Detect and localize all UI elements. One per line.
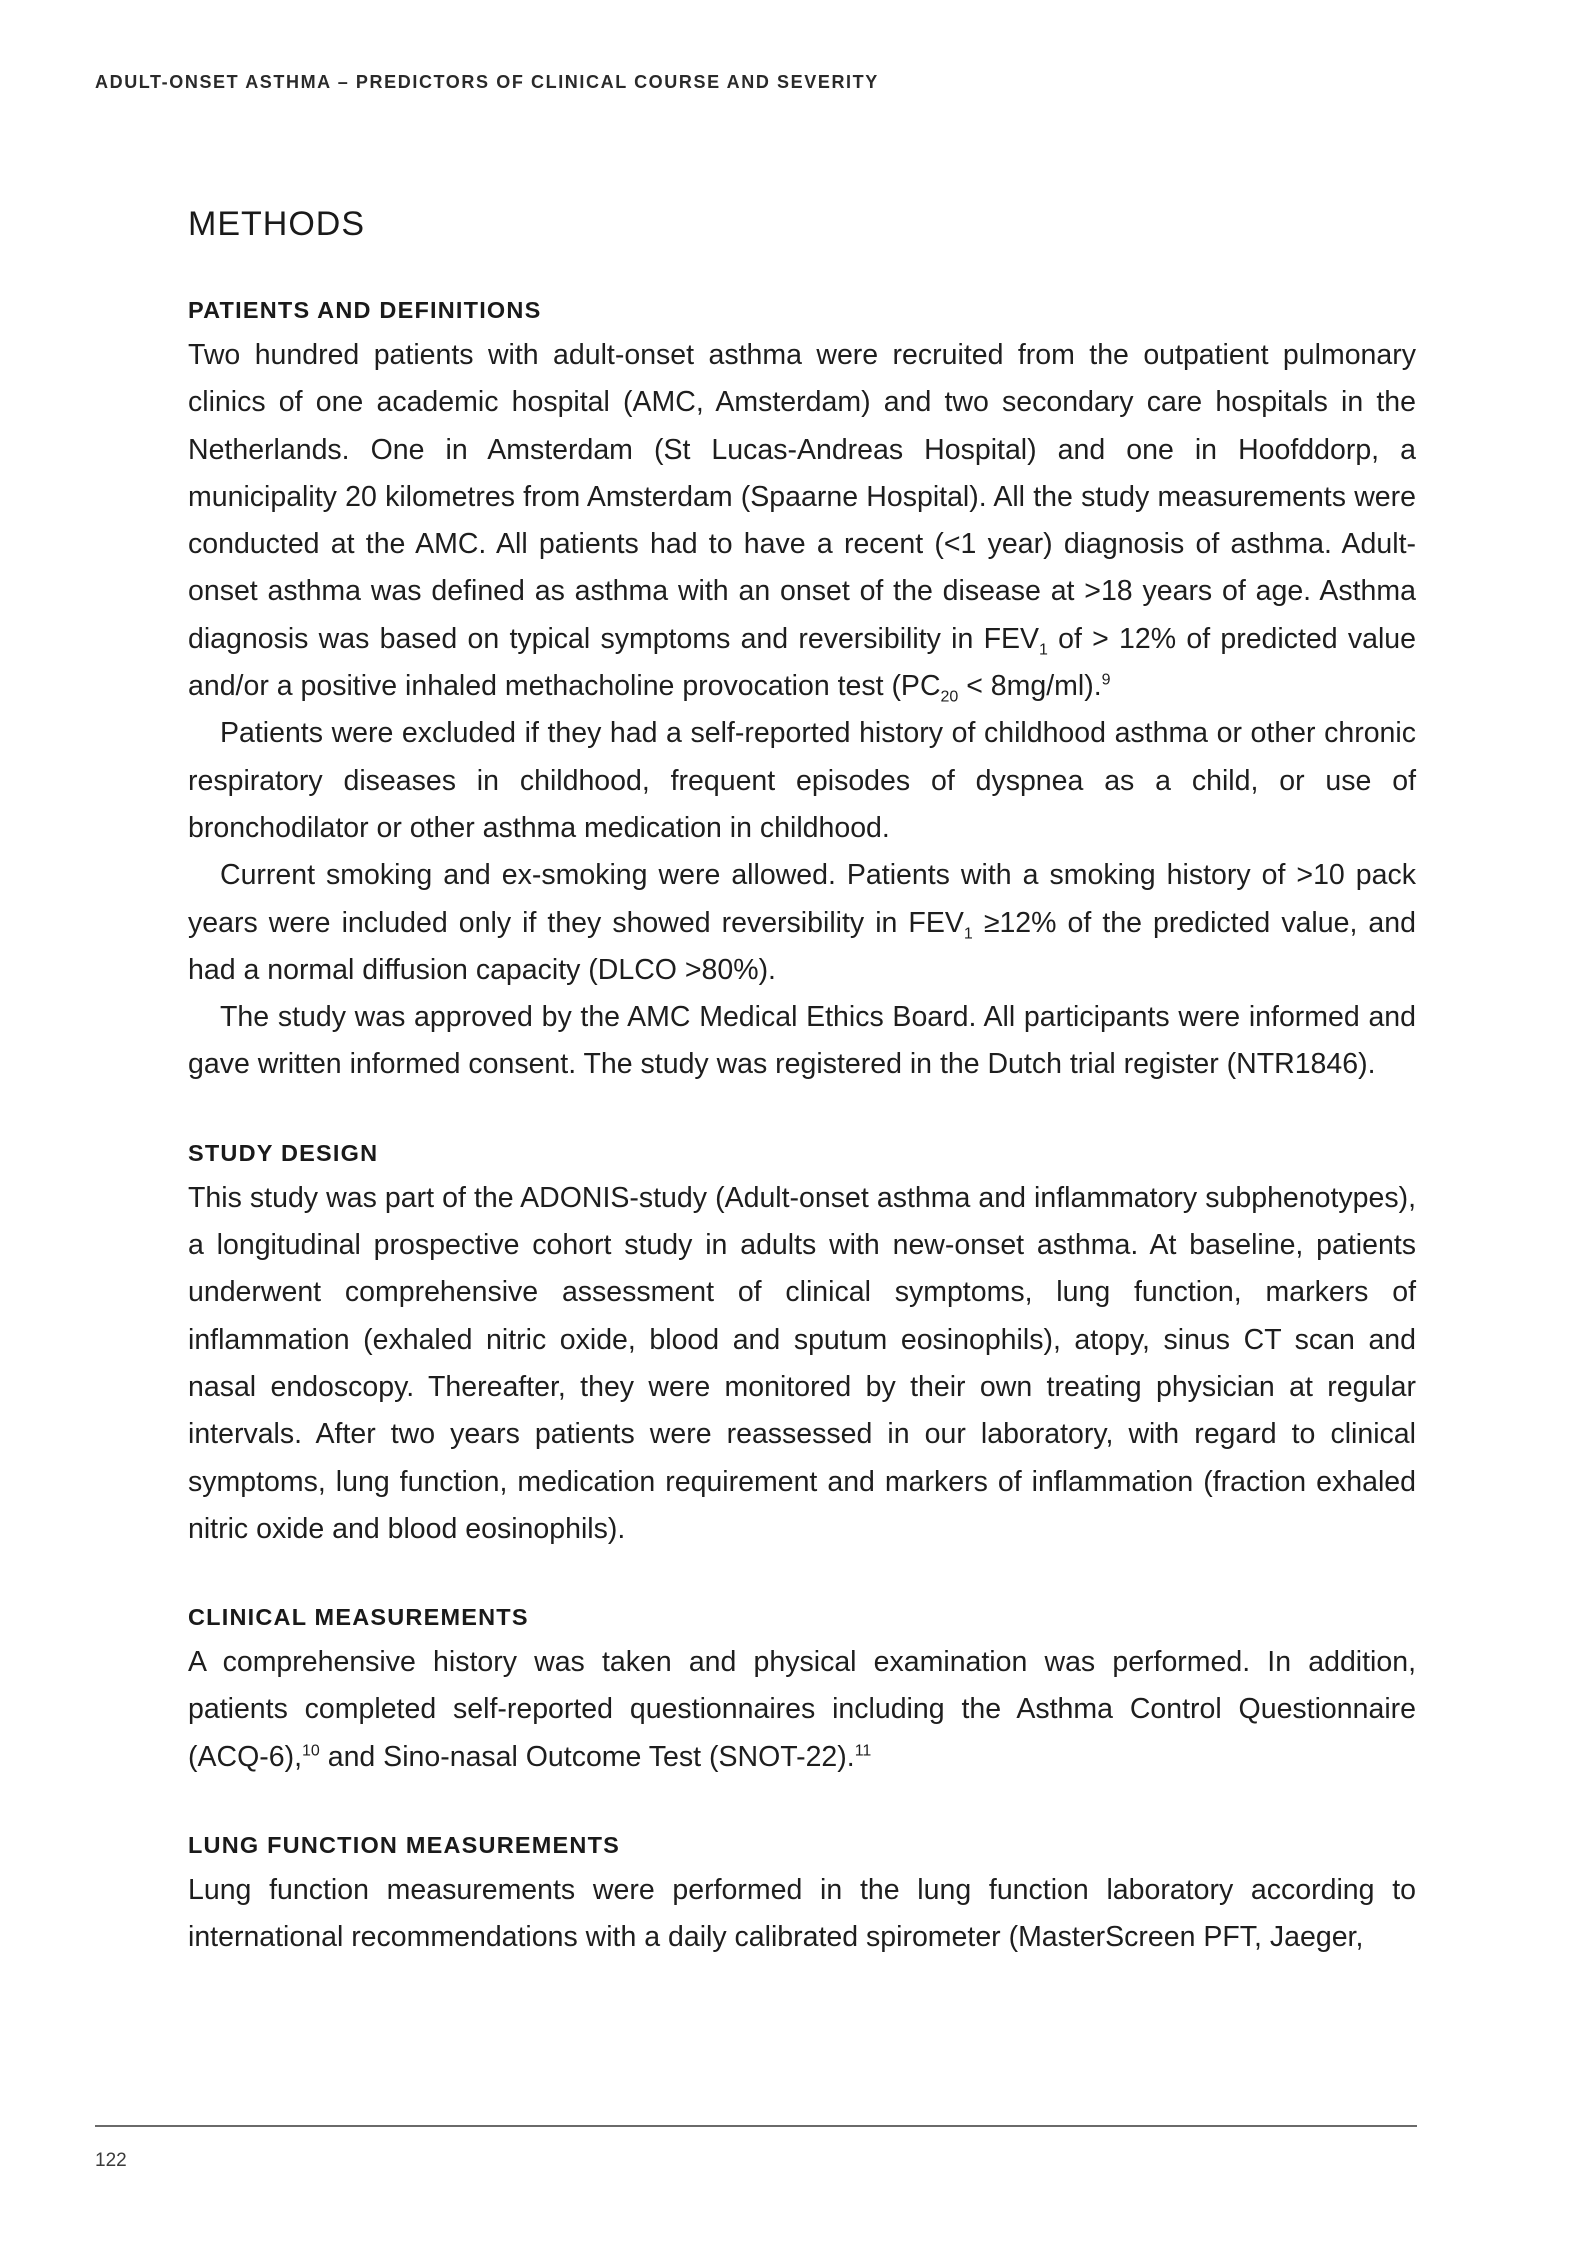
subscript: 20: [940, 688, 959, 706]
section-title: METHODS: [188, 205, 365, 243]
paragraph: The study was approved by the AMC Medical Ethics Board. All participants were informed and gave written informed consent. The study was registered in the Dutch trial register (NTR1846).: [188, 1001, 1416, 1081]
subsection-title-clinical-measurements: CLINICAL MEASUREMENTS: [188, 1604, 529, 1631]
subscript: 1: [1039, 641, 1048, 659]
page-content: [188, 196, 1416, 1962]
paragraph: Patients were excluded if they had a self-reported history of childhood asthma or other chronic respiratory diseases in childhood, frequent episodes of dyspnea as a child, or use of bronchodilator or other asthma medication in childhood.: [188, 717, 1416, 844]
paragraph: Lung function measurements were performed in the lung function laboratory according to international recommendations with a daily calibrated spirometer (MasterScreen PFT, Jaeger,: [188, 1874, 1416, 1954]
subsection-lung-function: [188, 1825, 1416, 1962]
paragraph: Two hundred patients with adult-onset asthma were recruited from the outpatient pulmonary clinics of one academic hospital (AMC, Amsterdam) and two secondary care hospitals in the Netherlands. One in Amsterdam (St Lucas-Andreas Hospital) and one in Hoofddorp, a municipality 20 kilometres from Amsterdam (Spaarne Hospital). All the study measurements were conducted at the AMC. All patients had to have a recent (<1 year) diagnosis of asthma. Adult-onset asthma was defined as asthma with an onset of the disease at >18 years of age. Asthma diagnosis was based on typical symptoms and reversibility in $FEV_1$ of > 12% of predicted value and/or a positive inhaled methacholine provocation test $(PC_{20} < 8mg/ml).^9$: [188, 339, 1416, 706]
reference-marker: 9: [1101, 671, 1111, 689]
subsection-title-lung-function: LUNG FUNCTION MEASUREMENTS: [188, 1832, 620, 1859]
subsection-title-patients: PATIENTS AND DEFINITIONS: [188, 297, 542, 323]
subscript: 1: [963, 925, 973, 943]
paragraph: This study was part of the ADONIS-study (Adult-onset asthma and inflammatory subphenotypes), a longitudinal prospective cohort study in adults with new-onset asthma. At baseline, patients underwent comprehensive assessment of clinical symptoms, lung function, markers of inflammation (exhaled nitric oxide, blood and sputum eosinophils), atopy, sinus CT scan and nasal endoscopy. Thereafter, they were monitored by their own treating physician at regular intervals. After two years patients were reassessed in our laboratory, with regard to clinical symptoms, lung function, medication requirement and markers of inflammation (fraction exhaled nitric oxide and blood eosinophils).: [188, 1181, 1416, 1545]
subsection-study-design: [188, 1133, 1416, 1553]
subsection-patients: [188, 290, 1416, 1089]
reference-marker: 11: [854, 1742, 872, 1760]
page-number: 122: [95, 2150, 127, 2171]
paragraph: Current smoking and ex-smoking were allowed. Patients with a smoking history of >10 pack years were included only if they showed reversibility in $FEV_1 \ge 12\%$ of the predicted value, and had a normal diffusion capacity (DLCO >80%).: [188, 859, 1416, 986]
subsection-title-study-design: STUDY DESIGN: [188, 1139, 379, 1166]
paragraph: A comprehensive history was taken and physical examination was performed. In addition, patients completed self-reported questionnaires including the Asthma Control Questionnaire (ACQ-6),$^{10}$ and Sino-nasal Outcome Test (SNOT-22).$^{11}$: [188, 1646, 1416, 1773]
running-header: ADULT-ONSET ASTHMA – PREDICTORS OF CLINICAL COURSE AND SEVERITY: [95, 72, 879, 92]
footer-divider: [95, 2125, 1417, 2127]
subsection-clinical-measurements: [188, 1597, 1416, 1781]
reference-marker: 10: [302, 1742, 320, 1760]
